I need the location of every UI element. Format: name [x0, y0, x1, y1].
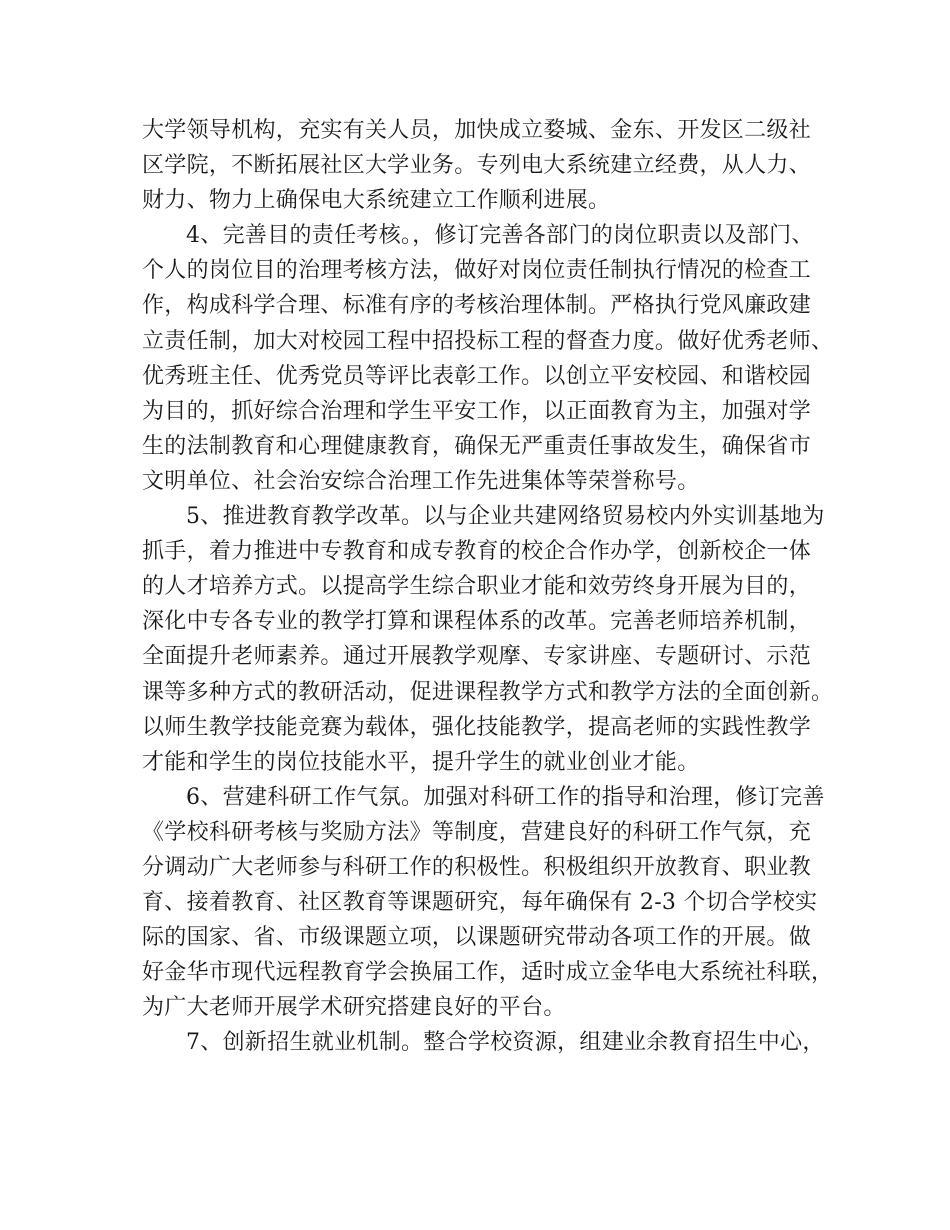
- text-line: 好金华市现代远程教育学会换届工作，适时成立金华电大系统社科联，: [142, 960, 834, 986]
- text-line: 才能和学生的岗位技能水平，提升学生的就业创业才能。: [142, 749, 700, 775]
- text-line: 立责任制，加大对校园工程中招投标工程的督查力度。做好优秀老师、: [142, 328, 834, 354]
- paragraph-first-line: 4、完善目的责任考核。，修订完善各部门的岗位职责以及部门、: [186, 223, 814, 249]
- text-line: 际的国家、省、市级课题立项，以课题研究带动各项工作的开展。做: [142, 925, 812, 951]
- text-line: 为广大老师开展学术研究搭建良好的平台。: [142, 995, 566, 1021]
- text-line: 生的法制教育和心理健康教育，确保无严重责任事故发生，确保省市: [142, 433, 812, 459]
- paragraph-first-line: 6、营建科研工作气氛。加强对科研工作的指导和治理，修订完善: [186, 784, 825, 810]
- text-line: 的人才培养方式。以提高学生综合职业才能和效劳终身开展为目的，: [142, 574, 812, 600]
- text-line: 深化中专各专业的教学打算和课程体系的改革。完善老师培养机制，: [142, 609, 812, 635]
- text-line: 为目的，抓好综合治理和学生平安工作，以正面教育为主，加强对学: [142, 398, 812, 424]
- text-line: 全面提升老师素养。通过开展教学观摩、专家讲座、专题研讨、示范: [142, 644, 812, 670]
- text-line: 抓手，着力推进中专教育和成专教育的校企合作办学，创新校企一体: [142, 539, 812, 565]
- document-body: [142, 113, 834, 1061]
- paragraph-first-line: 5、推进教育教学改革。以与企业共建网络贸易校内外实训基地为: [186, 504, 825, 530]
- text-line: 作，构成科学合理、标准有序的考核治理体制。严格执行党风廉政建: [142, 293, 812, 319]
- text-line: 以师生教学技能竞赛为载体，强化技能教学，提高老师的实践性教学: [142, 714, 812, 740]
- text-line: 区学院，不断拓展社区大学业务。专列电大系统建立经费，从人力、: [142, 153, 812, 179]
- text-line: 《学校科研考核与奖励方法》等制度，营建良好的科研工作气氛，充: [142, 819, 812, 845]
- text-line: 优秀班主任、优秀党员等评比表彰工作。以创立平安校园、和谐校园: [142, 363, 812, 389]
- text-line: 大学领导机构，充实有关人员，加快成立婺城、金东、开发区二级社: [142, 118, 812, 143]
- text-line: 财力、物力上确保电大系统建立工作顺利进展。: [142, 188, 611, 214]
- text-line: 课等多种方式的教研活动，促进课程教学方式和教学方法的全面创新。: [142, 679, 834, 705]
- text-line: 分调动广大老师参与科研工作的积极性。积极组织开放教育、职业教: [142, 854, 812, 880]
- text-line: 个人的岗位目的治理考核方法，做好对岗位责任制执行情况的检查工: [142, 258, 812, 284]
- text-line: 育、接着教育、社区教育等课题研究，每年确保有 2-3 个切合学校实: [142, 890, 818, 916]
- text-line: 文明单位、社会治安综合治理工作先进集体等荣誉称号。: [142, 468, 700, 494]
- paragraph-first-line: 7、创新招生就业机制。整合学校资源，组建业余教育招生中心，: [186, 1030, 825, 1056]
